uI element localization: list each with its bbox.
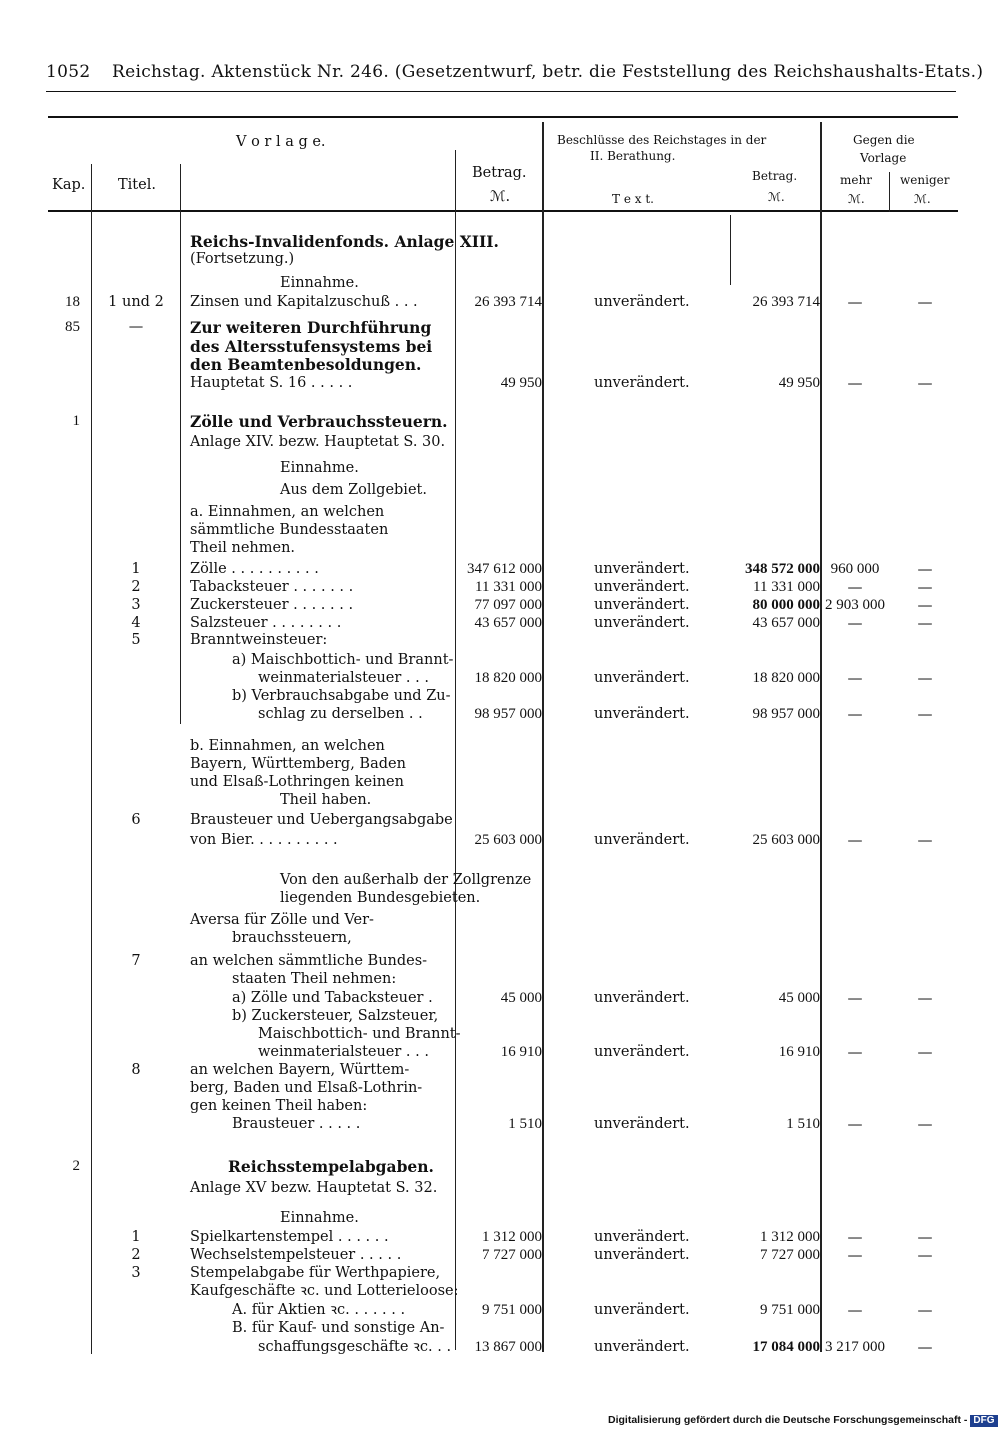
betrag-cell: 9 751 000 <box>482 1302 542 1318</box>
beschluss-cell: unverändert. <box>594 990 690 1006</box>
row-text: Bayern, Württemberg, Baden <box>190 756 406 772</box>
row-text: Einnahme. <box>280 275 359 291</box>
weniger-cell: — <box>917 1246 933 1264</box>
header-rule <box>46 91 956 92</box>
beschluss-cell: unverändert. <box>594 375 690 391</box>
neu-betrag-cell: 1 312 000 <box>760 1229 820 1245</box>
beschluss-cell: unverändert. <box>594 615 690 631</box>
footer-credit-text: Digitalisierung gefördert durch die Deutsche Forschungsgemeinschaft - <box>608 1414 968 1426</box>
row-text: Zinsen und Kapitalzuschuß . . . <box>190 294 418 310</box>
weniger-cell: — <box>917 1301 933 1319</box>
weniger-cell: — <box>917 989 933 1007</box>
mehr-cell: — <box>847 374 863 392</box>
row-text: B. für Kauf- und sonstige An- <box>232 1320 445 1336</box>
row-text: weinmaterialsteuer . . . <box>258 1044 429 1060</box>
neu-betrag-cell: 1 510 <box>786 1116 820 1132</box>
col-line-mehr <box>889 172 890 212</box>
beschluss-cell: unverändert. <box>594 1339 690 1355</box>
mehr-cell: — <box>847 1246 863 1264</box>
neu-betrag-cell: 9 751 000 <box>760 1302 820 1318</box>
weniger-cell: — <box>917 1043 933 1061</box>
mehr-cell: — <box>847 1115 863 1133</box>
beschluss-cell: unverändert. <box>594 1116 690 1132</box>
weniger-cell: — <box>917 831 933 849</box>
row-text: Einnahme. <box>280 1210 359 1226</box>
header-beschluesse: Beschlüsse des Reichstages in der <box>557 133 767 147</box>
row-text: Theil nehmen. <box>190 540 296 556</box>
titel-cell: 3 <box>131 597 141 613</box>
mehr-cell: — <box>847 578 863 596</box>
row-text: Zölle und Verbrauchssteuern. <box>190 412 448 431</box>
row-text: Brausteuer und Uebergangsabgabe <box>190 812 453 828</box>
mehr-cell: 2 903 000 <box>825 597 885 613</box>
mehr-cell: — <box>847 669 863 687</box>
titel-cell: — <box>128 319 144 335</box>
row-text: Stempelabgabe für Werthpapiere, <box>190 1265 441 1281</box>
weniger-cell: — <box>917 578 933 596</box>
betrag-cell: 13 867 000 <box>474 1339 542 1355</box>
titel-cell: 4 <box>131 615 141 631</box>
row-text: Von den außerhalb der Zollgrenze <box>280 872 532 888</box>
row-text: den Beamtenbesoldungen. <box>190 355 422 374</box>
row-text: brauchssteuern, <box>232 930 352 946</box>
row-text: Tabacksteuer . . . . . . . <box>190 579 354 595</box>
betrag-cell: 7 727 000 <box>482 1247 542 1263</box>
row-text: Spielkartenstempel . . . . . . <box>190 1229 389 1245</box>
weniger-cell: — <box>917 560 933 578</box>
weniger-cell: — <box>917 614 933 632</box>
row-text: an welchen Bayern, Württem- <box>190 1062 410 1078</box>
row-text: Theil haben. <box>280 792 372 808</box>
col-line-betrag <box>455 150 456 1350</box>
row-text: staaten Theil nehmen: <box>232 971 397 987</box>
row-text: schaffungsgeschäfte ꝛc. . . <box>258 1339 452 1355</box>
row-text: sämmtliche Bundesstaaten <box>190 522 389 538</box>
betrag-cell: 25 603 000 <box>474 832 542 848</box>
beschluss-cell: unverändert. <box>594 561 690 577</box>
weniger-cell: — <box>917 1338 933 1356</box>
header-kap: Kap. <box>52 177 86 193</box>
table-top-rule <box>48 116 958 118</box>
header-weniger-unit: ℳ. <box>914 192 931 206</box>
beschluss-cell: unverändert. <box>594 597 690 613</box>
header-neu-unit: ℳ. <box>768 190 785 204</box>
neu-betrag-cell: 348 572 000 <box>745 561 820 577</box>
row-text: weinmaterialsteuer . . . <box>258 670 429 686</box>
mehr-cell: — <box>847 1043 863 1061</box>
row-text: Branntweinsteuer: <box>190 632 328 648</box>
row-text: und Elsaß-Lothringen keinen <box>190 774 404 790</box>
row-text: b) Zuckersteuer, Salzsteuer, <box>232 1008 439 1024</box>
weniger-cell: — <box>917 293 933 311</box>
beschluss-cell: unverändert. <box>594 1044 690 1060</box>
titel-cell: 2 <box>131 579 141 595</box>
footer-credit <box>608 1415 998 1427</box>
mehr-cell: — <box>847 614 863 632</box>
neu-betrag-cell: 25 603 000 <box>752 832 820 848</box>
betrag-cell: 49 950 <box>500 375 542 391</box>
header-betrag-unit: ℳ. <box>490 189 511 205</box>
header-neu-betrag: Betrag. <box>752 169 798 183</box>
col-line-neu <box>730 215 731 285</box>
header-mehr: mehr <box>840 173 872 187</box>
titel-cell: 7 <box>131 953 141 969</box>
neu-betrag-cell: 16 910 <box>778 1044 820 1060</box>
beschluss-cell: unverändert. <box>594 294 690 310</box>
kap-cell: 1 <box>72 413 80 429</box>
beschluss-cell: unverändert. <box>594 1247 690 1263</box>
mehr-cell: — <box>847 1228 863 1246</box>
header-betrag: Betrag. <box>472 165 527 181</box>
row-text: schlag zu derselben . . <box>258 706 423 722</box>
mehr-cell: — <box>847 705 863 723</box>
row-text: Einnahme. <box>280 460 359 476</box>
row-text: berg, Baden und Elsaß-Lothrin- <box>190 1080 423 1096</box>
row-text: Salzsteuer . . . . . . . . <box>190 615 342 631</box>
col-line-vorlage-end <box>542 122 544 1352</box>
row-text: Anlage XV bezw. Hauptetat S. 32. <box>190 1180 438 1196</box>
row-text: von Bier. . . . . . . . . . <box>190 832 338 848</box>
row-text: b. Einnahmen, an welchen <box>190 738 385 754</box>
row-text: a) Maischbottich- und Brannt- <box>232 652 454 668</box>
weniger-cell: — <box>917 596 933 614</box>
neu-betrag-cell: 11 331 000 <box>753 579 820 595</box>
betrag-cell: 16 910 <box>500 1044 542 1060</box>
row-text: Zuckersteuer . . . . . . . <box>190 597 354 613</box>
weniger-cell: — <box>917 1228 933 1246</box>
neu-betrag-cell: 17 084 000 <box>752 1339 820 1355</box>
header-mehr-unit: ℳ. <box>848 192 865 206</box>
betrag-cell: 26 393 714 <box>474 294 542 310</box>
titel-cell: 8 <box>131 1062 141 1078</box>
weniger-cell: — <box>917 669 933 687</box>
header-vorlage-small: Vorlage <box>860 151 907 165</box>
neu-betrag-cell: 18 820 000 <box>752 670 820 686</box>
row-text: (Fortsetzung.) <box>190 251 295 267</box>
header-vorlage: V o r l a g e. <box>236 134 326 150</box>
betrag-cell: 43 657 000 <box>474 615 542 631</box>
weniger-cell: — <box>917 1115 933 1133</box>
row-text: Anlage XIV. bezw. Hauptetat S. 30. <box>190 434 446 450</box>
row-text: Maischbottich- und Brannt- <box>258 1026 461 1042</box>
header-gegen: Gegen die <box>853 133 915 147</box>
betrag-cell: 18 820 000 <box>474 670 542 686</box>
beschluss-cell: unverändert. <box>594 1302 690 1318</box>
dfg-logo: DFG <box>970 1415 997 1427</box>
betrag-cell: 347 612 000 <box>467 561 542 577</box>
kap-cell: 2 <box>72 1158 80 1174</box>
beschluss-cell: unverändert. <box>594 670 690 686</box>
row-text: Hauptetat S. 16 . . . . . <box>190 375 353 391</box>
header-weniger: weniger <box>900 173 950 187</box>
betrag-cell: 1 510 <box>508 1116 542 1132</box>
kap-cell: 85 <box>65 319 80 335</box>
weniger-cell: — <box>917 705 933 723</box>
row-text: des Altersstufensystems bei <box>190 337 433 356</box>
row-text: a) Zölle und Tabacksteuer . <box>232 990 433 1006</box>
row-text: A. für Aktien ꝛc. . . . . . . <box>232 1302 406 1318</box>
titel-cell: 5 <box>131 632 141 648</box>
betrag-cell: 98 957 000 <box>474 706 542 722</box>
neu-betrag-cell: 45 000 <box>778 990 820 1006</box>
betrag-cell: 77 097 000 <box>474 597 542 613</box>
beschluss-cell: unverändert. <box>594 832 690 848</box>
row-text: Reichsstempelabgaben. <box>228 1157 434 1176</box>
neu-betrag-cell: 7 727 000 <box>760 1247 820 1263</box>
titel-cell: 1 <box>131 561 141 577</box>
beschluss-cell: unverändert. <box>594 579 690 595</box>
mehr-cell: 3 217 000 <box>825 1339 885 1355</box>
col-line-titel <box>180 164 181 724</box>
row-text: Aus dem Zollgebiet. <box>280 482 427 498</box>
row-text: liegenden Bundesgebieten. <box>280 890 481 906</box>
mehr-cell: — <box>847 989 863 1007</box>
running-title: Reichstag. Aktenstück Nr. 246. (Gesetzentwurf, betr. die Feststellung des Reichshaushalts-Etats.) <box>112 62 984 82</box>
row-text: Brausteuer . . . . . <box>232 1116 361 1132</box>
col-line-kap <box>91 164 92 1354</box>
titel-cell: 3 <box>131 1265 141 1281</box>
row-text: Zölle . . . . . . . . . . <box>190 561 319 577</box>
weniger-cell: — <box>917 374 933 392</box>
row-text: gen keinen Theil haben: <box>190 1098 368 1114</box>
beschluss-cell: unverändert. <box>594 706 690 722</box>
neu-betrag-cell: 98 957 000 <box>752 706 820 722</box>
mehr-cell: — <box>847 293 863 311</box>
neu-betrag-cell: 49 950 <box>778 375 820 391</box>
row-text: Wechselstempelsteuer . . . . . <box>190 1247 402 1263</box>
mehr-cell: 960 000 <box>830 561 880 577</box>
page-number: 1052 <box>46 62 91 82</box>
betrag-cell: 11 331 000 <box>475 579 542 595</box>
header-text: T e x t. <box>612 192 654 206</box>
beschluss-cell: unverändert. <box>594 1229 690 1245</box>
row-text: a. Einnahmen, an welchen <box>190 504 385 520</box>
titel-cell: 2 <box>131 1247 141 1263</box>
row-text: Kaufgeschäfte ꝛc. und Lotterieloose: <box>190 1283 459 1299</box>
header-titel: Titel. <box>118 177 156 193</box>
row-text: an welchen sämmtliche Bundes- <box>190 953 428 969</box>
titel-cell: 6 <box>131 812 141 828</box>
mehr-cell: — <box>847 1301 863 1319</box>
mehr-cell: — <box>847 831 863 849</box>
betrag-cell: 1 312 000 <box>482 1229 542 1245</box>
titel-cell: 1 und 2 <box>108 294 164 310</box>
row-text: b) Verbrauchsabgabe und Zu- <box>232 688 451 704</box>
titel-cell: 1 <box>131 1229 141 1245</box>
neu-betrag-cell: 80 000 000 <box>752 597 820 613</box>
betrag-cell: 45 000 <box>500 990 542 1006</box>
header-beratung: II. Berathung. <box>590 149 676 163</box>
neu-betrag-cell: 43 657 000 <box>752 615 820 631</box>
kap-cell: 18 <box>65 294 80 310</box>
neu-betrag-cell: 26 393 714 <box>752 294 820 310</box>
row-text: Reichs-Invalidenfonds. Anlage XIII. <box>190 232 499 251</box>
row-text: Aversa für Zölle und Ver- <box>190 912 374 928</box>
row-text: Zur weiteren Durchführung <box>190 318 432 337</box>
